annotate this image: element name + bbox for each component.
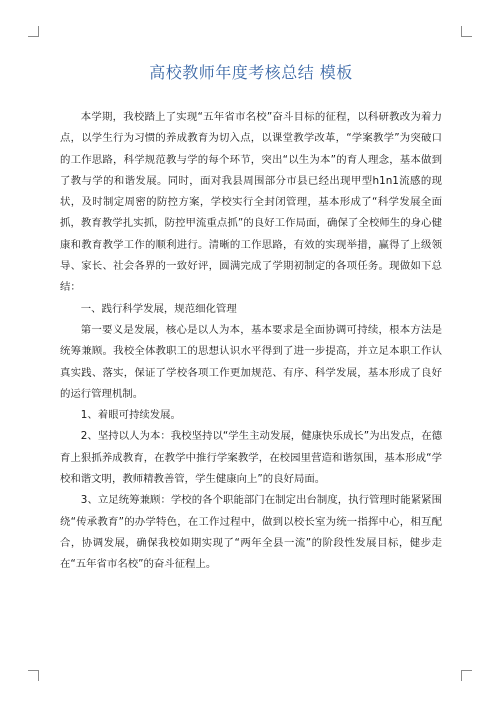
crop-mark-bottom-left	[28, 670, 39, 681]
document-title: 高校教师年度考核总结 模板	[149, 63, 353, 82]
crop-mark-top-left	[28, 26, 39, 37]
crop-mark-top-right	[461, 26, 472, 37]
list-item: 1、着眼可持续发展。	[80, 409, 181, 422]
list-item: 2、坚持以人为本：我校坚持以“学生主动发展，健康快乐成长”为出发点，在德育上狠抓养成教育，在教学中推行学案教学，在校园里营造和谐氛围，基本形成“学校和谐文明，教师精教善管，学生健康向上”的良好局面。	[60, 430, 442, 486]
list-item: 3、立足统筹兼顾：学校的各个职能部门在制定出台制度，执行管理时能紧紧围绕“传承教育”的办学特色，在工作过程中，做到以校长室为统一指挥中心，相互配合，协调发展，确保我校如期实现了“两年全县一流”的阶段性发展目标，健步走在“五年省市名校”的奋斗征程上。	[60, 494, 442, 571]
section-heading: 一、践行科学发展，规范细化管理	[80, 302, 237, 315]
crop-mark-bottom-right	[461, 670, 472, 681]
document-page	[60, 60, 442, 576]
body-paragraph: 第一要义是发展，核心是以人为本，基本要求是全面协调可持续，根本方法是统筹兼顾。我校全体教职工的思想认识水平得到了进一步提高，并立足本职工作认真实践、落实，保证了学校各项工作更加规范、有序、科学发展，基本形成了良好的运行管理机制。	[60, 323, 442, 400]
intro-paragraph: 本学期，我校踏上了实现“五年省市名校”奋斗目标的征程，以科研教改为着力点，以学生行为习惯的养成教育为切入点，以课堂教学改革，“学案教学”为突破口的工作思路，科学规范教与学的每个环节，突出“以生为本”的育人理念，基本做到了教与学的和谐发展。同时，面对我县周围部分市县已经出现甲型h1n1流感的现状，及时制定周密的防控方案，学校实行全封闭管理，基本形成了“科学发展全面抓，教育教学扎实抓，防控甲流重点抓”的良好工作局面，确保了全校师生的身心健康和教育教学工作的顺利进行。清晰的工作思路，有效的实现举措，赢得了上级领导、家长、社会各界的一致好评，圆满完成了学期初制定的各项任务。现做如下总结：	[60, 111, 442, 294]
